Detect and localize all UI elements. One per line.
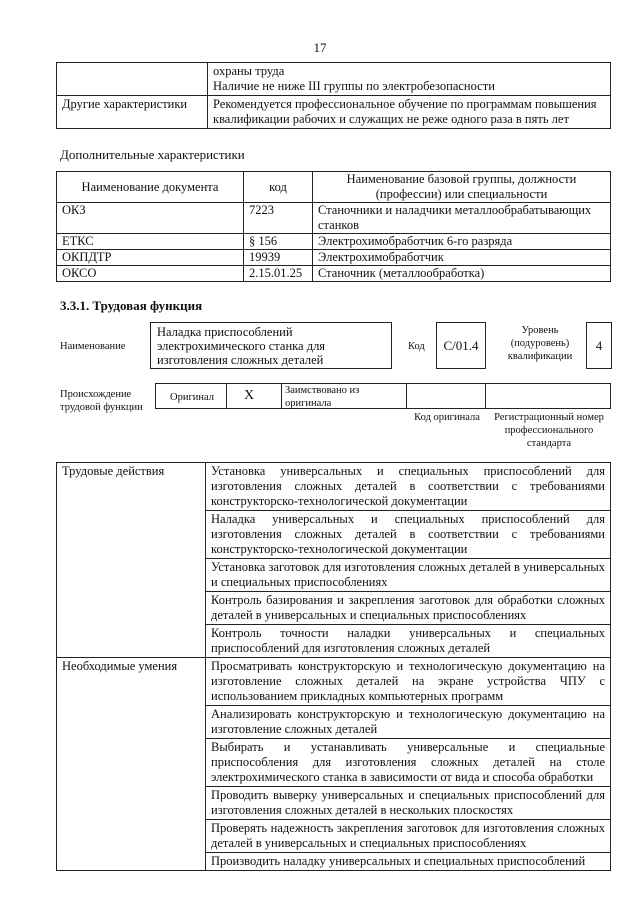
list-item: Установка заготовок для изготовления сложных деталей в универсальных и специальных приспособлениях [206,559,611,592]
column-header: Наименование документа [57,172,244,203]
row-value [208,63,611,96]
table-row [57,63,611,96]
table-row [57,234,611,250]
list-item: Наладка универсальных и специальных приспособлений для изготовления сложных деталей в соответствии с требованиями конструкторско-технологической документации [206,511,611,559]
table-cell: 19939 [244,250,313,266]
table-row [57,250,611,266]
table-header-row [57,172,611,203]
level-box [586,322,612,369]
code-caption: Код оригинала [414,412,480,423]
function-name-value: Наладка приспособлений электрохимического станка для изготовления сложных деталей [157,325,326,367]
table-cell: Электрохимобработчик [313,250,611,266]
list-item: Выбирать и устанавливать универсальные и специальные приспособления для изготовления сложных деталей на столе электрохимического станка в зависимости от вида и способа обработки [206,739,611,787]
list-item: Производить наладку универсальных и специальных приспособлений [206,853,611,871]
borrowed-label: Заимствовано из оригинала [285,385,360,409]
value-line: охраны труда [213,64,285,78]
list-item: Контроль базирования и закрепления заготовок для обработки сложных деталей в универсальных и специальных приспособлениях [206,592,611,625]
code-box [436,322,486,369]
code-original-cell [406,384,486,408]
list-item: Проводить выверку универсальных и специальных приспособлений для изготовления сложных деталей в нескольких плоскостях [206,787,611,820]
list-item: Контроль точности наладки универсальных и специальных приспособлений для изготовления сложных деталей [206,625,611,658]
original-mark: X [244,388,255,403]
table-cell: ОКЗ [57,203,244,234]
table-cell: ОКСО [57,266,244,282]
page-number: 17 [313,40,327,55]
list-item: Установка универсальных и специальных приспособлений для изготовления сложных деталей в соответствии с требованиями конструкторско-технологической документации [206,463,611,511]
function-name-box [150,322,392,369]
table-cell: 7223 [244,203,313,234]
table-row [57,96,611,129]
level-label: Уровень (подуровень) квалификации [507,325,573,362]
name-label: Наименование [60,341,126,352]
table-cell: 2.15.01.25 [244,266,313,282]
list-item: Просматривать конструкторскую и технологическую документацию на изготовление сложных деталей на экране устройства ЧПУ с использованием прикладных компьютерных программ [206,658,611,706]
column-header: Наименование базовой группы, должности (профессии) или специальности [313,172,611,203]
labor-actions-table [56,462,611,871]
function-title: 3.3.1. Трудовая функция [60,298,203,313]
table-cell: ЕТКС [57,234,244,250]
additional-title: Дополнительные характеристики [60,147,245,162]
row-label: Другие характеристики [57,96,208,129]
reg-caption: Регистрационный номер профессионального стандарта [494,412,604,449]
code-label: Код [408,341,425,352]
origin-label: Происхождение трудовой функции [60,389,143,413]
table-cell: § 156 [244,234,313,250]
table-row [57,203,611,234]
table-row [57,658,611,706]
top-characteristics-table [56,62,611,129]
level-value: 4 [595,338,603,353]
table-row [57,266,611,282]
table-cell: ОКПДТР [57,250,244,266]
table-cell: Электрохимобработчик 6-го разряда [313,234,611,250]
table-row [57,463,611,511]
value-line: Наличие не ниже III группы по электробезопасности [213,79,495,93]
column-header: код [244,172,313,203]
table-cell: Станочники и наладчики металлообрабатывающих станков [313,203,611,234]
row-label [57,63,208,96]
row-value: Рекомендуется профессиональное обучение по программам повышения квалификации рабочих и служащих не реже одного раза в пять лет [208,96,611,129]
group-label: Необходимые умения [57,658,206,871]
original-label: Оригинал [170,392,214,403]
origin-box [155,383,611,409]
code-value: C/01.4 [443,338,479,353]
additional-characteristics-table [56,171,611,282]
group-label: Трудовые действия [57,463,206,658]
table-cell: Станочник (металлообработка) [313,266,611,282]
list-item: Анализировать конструкторскую и технологическую документацию на изготовление сложных деталей [206,706,611,739]
list-item: Проверять надежность закрепления заготовок для изготовления сложных деталей в универсальных и специальных приспособлениях [206,820,611,853]
